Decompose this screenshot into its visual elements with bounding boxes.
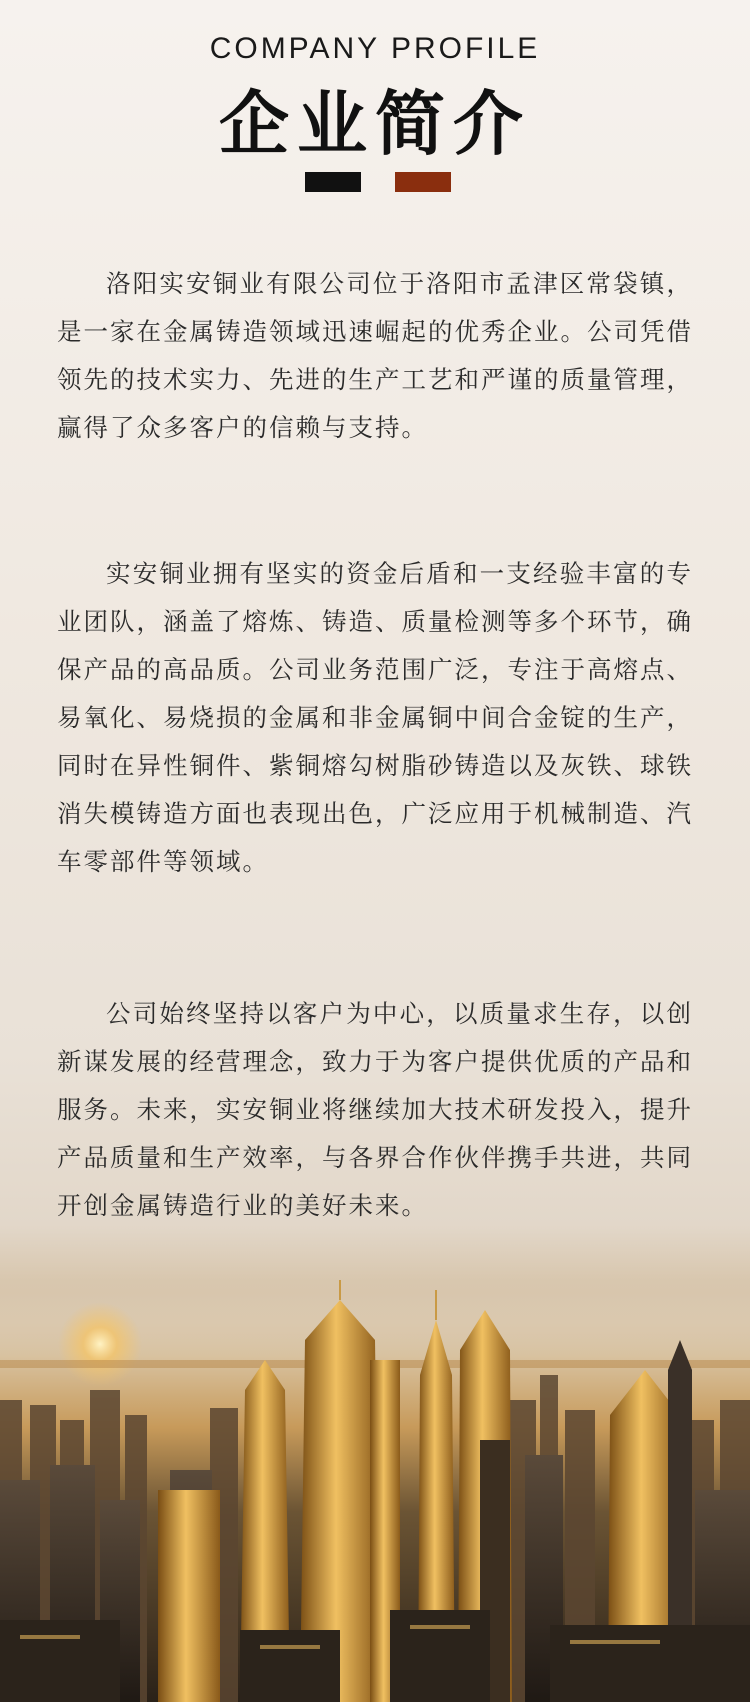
decor-bar-dark bbox=[305, 172, 361, 192]
subtitle-english: COMPANY PROFILE bbox=[209, 32, 541, 65]
intro-paragraph-3: 公司始终坚持以客户为中心，以质量求生存，以创新谋发展的经营理念，致力于为客户提供优质的产品和服务。未来，实安铜业将继续加大技术研发投入，提升产品质量和生产效率，与各界合作伙伴携手共进，共同开创金属铸造行业的美好未来。 bbox=[57, 999, 693, 1220]
decor-bar-brown bbox=[395, 172, 451, 192]
page-title: 企业简介 bbox=[219, 83, 531, 165]
intro-paragraph-1: 洛阳实安铜业有限公司位于洛阳市孟津区常袋镇，是一家在金属铸造领域迅速崛起的优秀企业。公司凭借领先的技术实力、先进的生产工艺和严谨的质量管理，赢得了众多客户的信赖与支持。 bbox=[57, 269, 693, 442]
city-skyline-image bbox=[0, 1280, 750, 1702]
intro-paragraph-2: 实安铜业拥有坚实的资金后盾和一支经验丰富的专业团队，涵盖了熔炼、铸造、质量检测等多个环节，确保产品的高品质。公司业务范围广泛，专注于高熔点、易氧化、易烧损的金属和非金属铜中间合金锭的生产，同时在异性铜件、紫铜熔勾树脂砂铸造以及灰铁、球铁消失模铸造方面也表现出色，广泛应用于机械制造、汽车零部件等领域。 bbox=[57, 559, 693, 876]
